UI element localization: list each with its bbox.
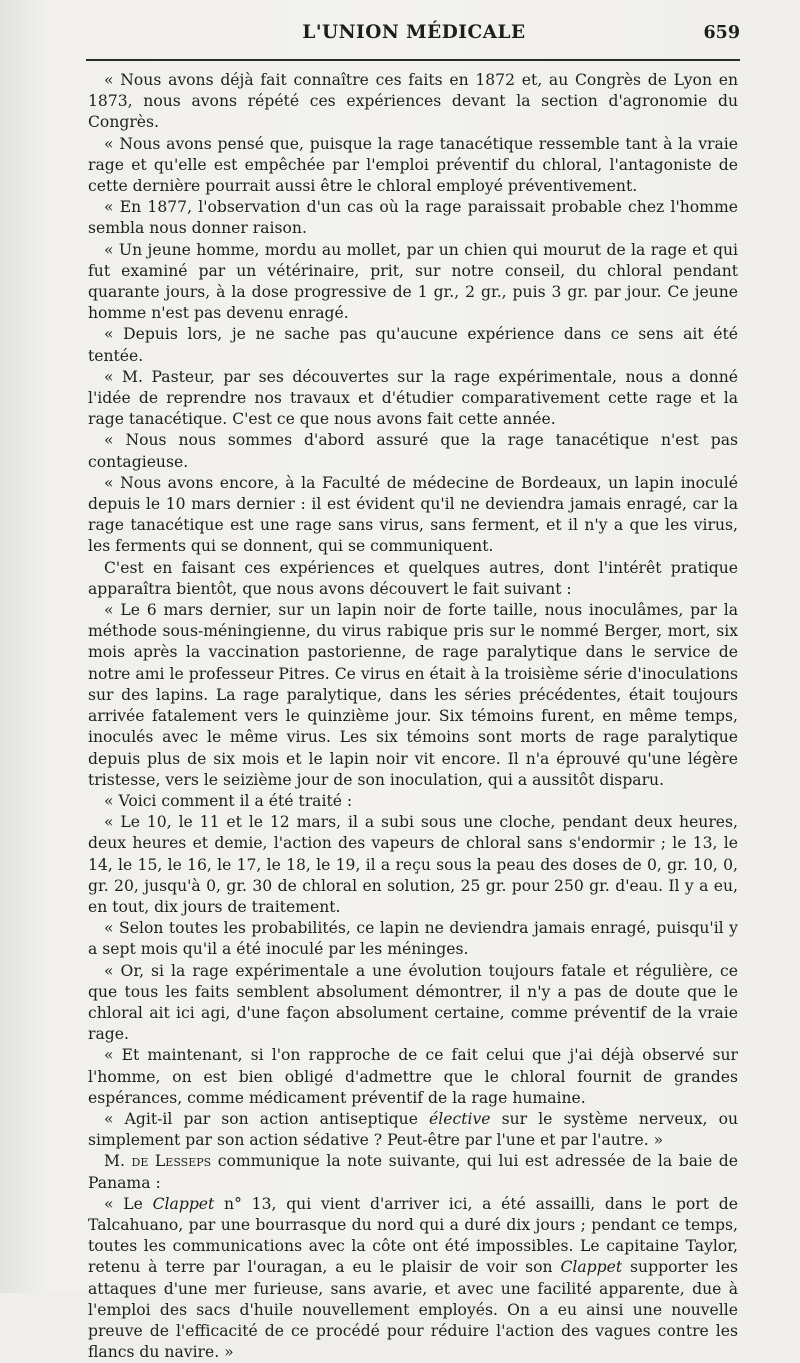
page-number: 659 — [703, 23, 740, 43]
paragraph: « Le 10, le 11 et le 12 mars, il a subi sous une cloche, pendant deux heures, deux heures et demie, l'action des vapeurs de chloral sans s'endormir ; le 13, le 14, le 15, le 16, le 17, le 18, le 19, il a reçu sous la peau des doses de 0, gr. 10, 0, gr. 20, jusqu'à 0, gr. 30 de chloral en solution, 25 gr. pour 250 gr. d'eau. Il y a eu, en tout, dix jours de traitement. — [88, 813, 738, 916]
header-rule — [86, 59, 740, 61]
paragraph: « En 1877, l'observation d'un cas où la rage paraissait probable chez l'homme sembla nous donner raison. — [88, 198, 738, 238]
person-name: Lesseps — [148, 1152, 212, 1171]
paragraph: « Nous avons pensé que, puisque la rage tanacétique ressemble tant à la vraie rage et qu'elle est empêchée par l'emploi préventif du chloral, l'antagoniste de cette dernière pourrait aussi être le chloral employé préventivement. — [88, 134, 738, 196]
paragraph: « Depuis lors, je ne sache pas qu'aucune expérience dans ce sens ait été tentée. — [88, 325, 738, 365]
article-body — [88, 70, 738, 1363]
text-span: n° 13, qui vient d'arriver ici, a été assailli, dans le port de Talcahuano, par une bourrasque du nord qui a duré dix jours ; pendant ce temps, toutes les communications avec la côte ont été impossibles. Le capitaine Taylor, retenu à terre par l'ouragan, a eu le plaisir de voir son — [88, 1194, 738, 1277]
paragraph-agit — [88, 1109, 738, 1151]
ship-name: Clappet — [152, 1194, 215, 1213]
paragraph: « Le 6 mars dernier, sur un lapin noir de forte taille, nous inoculâmes, par la méthode sous-méningienne, du virus rabique pris sur le nommé Berger, mort, six mois après la vaccination pastorienne, de rage paralytique dans le service de notre ami le professeur Pitres. Ce virus en était à la troisième série d'inoculations sur des lapins. La rage paralytique, dans les séries précédentes, était toujours arrivée fatalement vers le quinzième jour. Six témoins furent, en même temps, inoculés avec le même virus. Les six témoins sont morts de rage paralytique depuis plus de six mois et le lapin noir vit encore. Il n'a éprouvé qu'une légère tristesse, vers le seizième jour de son inoculation, qui a aussitôt disparu. — [88, 601, 738, 789]
paragraph: « Selon toutes les probabilités, ce lapin ne deviendra jamais enragé, puisqu'il y a sept mois qu'il a été inoculé par les méninges. — [88, 919, 738, 959]
paragraph: « Un jeune homme, mordu au mollet, par un chien qui mourut de la rage et qui fut examiné par un vétérinaire, prit, sur notre conseil, du chloral pendant quarante jours, à la dose progressive de 1 gr., 2 gr., puis 3 gr. par jour. Ce jeune homme n'est pas devenu enragé. — [88, 240, 738, 323]
text-span: « Le — [104, 1194, 153, 1213]
italic-term: élective — [429, 1109, 491, 1128]
paragraph: « Nous avons encore, à la Faculté de médecine de Bordeaux, un lapin inoculé depuis le 10 mars dernier : il est évident qu'il ne deviendra jamais enragé, car la rage tanacétique est une rage sans virus, sans ferment, et il n'y a que les virus, les ferments qui se donnent, qui se communiquent. — [88, 473, 738, 556]
name-particle: de — [131, 1152, 149, 1171]
paragraph-lesseps — [88, 1151, 738, 1193]
text-span: M. — [104, 1152, 132, 1171]
paragraph: « Or, si la rage expérimentale a une évolution toujours fatale et régulière, ce que tous les faits semblent absolument démontrer, il n'y a pas de doute que le chloral ait ici agi, d'une façon absolument certaine, comme préventif de la vraie rage. — [88, 961, 738, 1044]
page-header — [88, 22, 740, 54]
paragraph: « Et maintenant, si l'on rapproche de ce fait celui que j'ai déjà observé sur l'homme, on est bien obligé d'admettre que le chloral fournit de grandes espérances, comme médicament préventif de la rage humaine. — [88, 1046, 738, 1107]
paragraph: « Nous avons déjà fait connaître ces faits en 1872 et, au Congrès de Lyon en 1873, nous avons répété ces expériences devant la section d'agronomie du Congrès. — [88, 71, 738, 132]
text-span: « Agit-il par son action antiseptique — [104, 1109, 430, 1128]
text-span: communique la note suivante, qui lui est adressée de la baie de Panama : — [88, 1152, 739, 1192]
paragraph: « M. Pasteur, par ses découvertes sur la rage expérimentale, nous a donné l'idée de reprendre nos travaux et d'étudier comparativement cette rage et la rage tanacétique. C'est ce que nous avons fait cette année. — [88, 367, 738, 429]
running-title: L'UNION MÉDICALE — [302, 22, 526, 43]
ship-name: Clappet — [560, 1258, 623, 1277]
paragraph-clappet — [88, 1194, 738, 1363]
text-span: supporter les attaques d'une mer furieuse, sans avarie, et avec une facilité apparente, due à l'emploi des sacs d'huile nouvellement employés. On a eu ainsi une nouvelle preuve de l'efficacité de ce procédé pour réduire l'action des vagues contre les flancs du navire. » — [88, 1258, 738, 1362]
paragraph: « Voici comment il a été traité : — [104, 791, 353, 810]
text-span: sur le système nerveux, ou simplement par son action sédative ? Peut-être par l'une et par l'autre. » — [88, 1109, 738, 1150]
paragraph: « Nous nous sommes d'abord assuré que la rage tanacétique n'est pas contagieuse. — [88, 431, 738, 471]
paragraph: C'est en faisant ces expériences et quelques autres, dont l'intérêt pratique apparaîtra bientôt, que nous avons découvert le fait suivant : — [88, 558, 738, 598]
